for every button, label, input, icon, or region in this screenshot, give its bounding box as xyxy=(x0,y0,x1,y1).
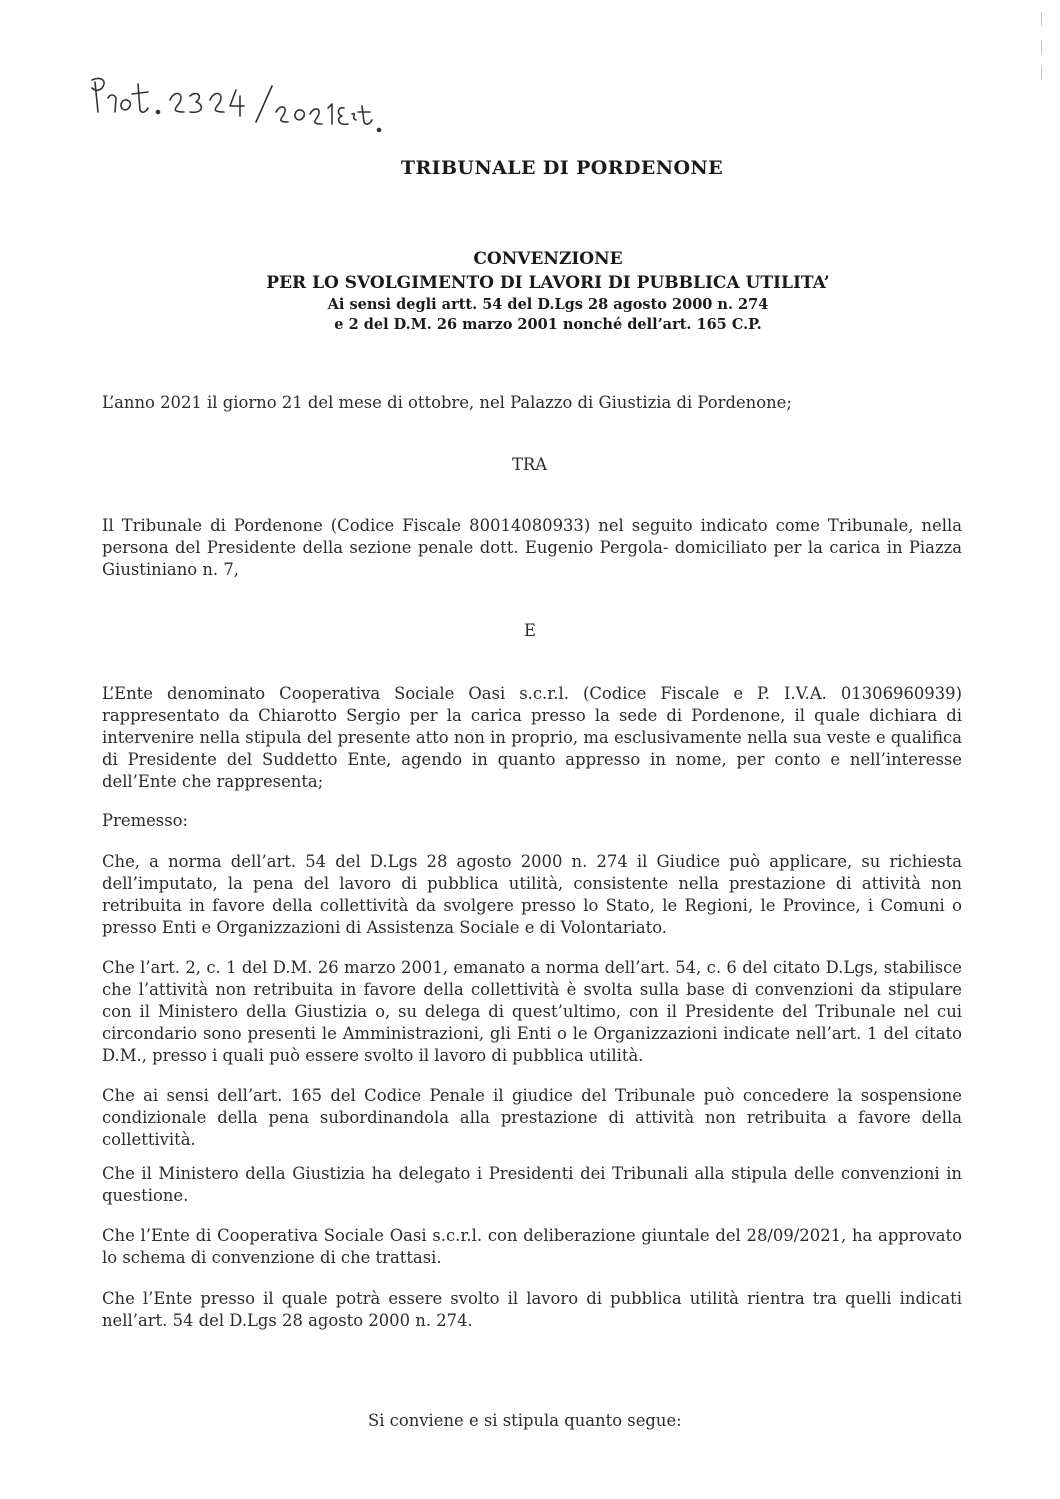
scan-edge-mark xyxy=(1041,66,1042,80)
closing-line: Si conviene e si stipula quanto segue: xyxy=(368,1411,682,1430)
scan-edge-mark xyxy=(1041,40,1042,54)
scan-edge-mark xyxy=(1041,12,1042,26)
premise-paragraph: Che ai sensi dell’art. 165 del Codice Penale il giudice del Tribunale può concedere la sospensione condizionale della pena subordinandola alla prestazione di attività non retribuita a favore della collettività. xyxy=(102,1086,962,1149)
handwritten-signature-drawing xyxy=(86,72,386,142)
premise-paragraph: Che l’Ente presso il quale potrà essere svolto il lavoro di pubblica utilità rientra tra quelli indicati nell’art. 54 del D.Lgs 28 agosto 2000 n. 274. xyxy=(102,1289,962,1330)
premise-paragraph: Che il Ministero della Giustizia ha delegato i Presidenti dei Tribunali alla stipula delle convenzioni in questione. xyxy=(102,1164,962,1205)
heading-line: e 2 del D.M. 26 marzo 2001 nonché dell’art. 165 C.P. xyxy=(334,316,762,333)
handwritten-protocol-note xyxy=(86,72,386,142)
e-label: E xyxy=(524,621,536,640)
party-one-paragraph: Il Tribunale di Pordenone (Codice Fiscale 80014080933) nel seguito indicato come Tribunale, nella persona del Presidente della sezione penale dott. Eugenio Pergola- domiciliato per la carica in Piazza Giustiniano n. 7, xyxy=(102,516,962,579)
heading-line: Ai sensi degli artt. 54 del D.Lgs 28 agosto 2000 n. 274 xyxy=(327,296,769,313)
party-two-paragraph: L’Ente denominato Cooperativa Sociale Oasi s.c.r.l. (Codice Fiscale e P. I.V.A. 01306960939) rappresentato da Chiarotto Sergio per la carica presso la sede di Pordenone, il quale dichiara di intervenire nella stipula del presente atto non in proprio, ma esclusivamente nella sua veste e qualifica di Presidente del Suddetto Ente, agendo in quanto appresso in nome, per conto e nell’interesse dell’Ente che rappresenta; xyxy=(102,684,962,791)
court-title: TRIBUNALE DI PORDENONE xyxy=(400,157,724,179)
premesso-label: Premesso: xyxy=(102,811,189,830)
convention-heading xyxy=(0,247,1060,335)
premise-paragraph: Che, a norma dell’art. 54 del D.Lgs 28 agosto 2000 n. 274 il Giudice può applicare, su richiesta dell’imputato, la pena del lavoro di pubblica utilità, consistente nella prestazione di attività non retribuita in favore della collettività da svolgere presso lo Stato, le Regioni, le Province, i Comuni o presso Enti e Organizzazioni di Assistenza Sociale e di Volontariato. xyxy=(102,852,962,937)
premise-paragraph: Che l’Ente di Cooperativa Sociale Oasi s.c.r.l. con deliberazione giuntale del 28/09/2021, ha approvato lo schema di convenzione di che trattasi. xyxy=(102,1226,962,1267)
premise-paragraph: Che l’art. 2, c. 1 del D.M. 26 marzo 2001, emanato a norma dell’art. 54, c. 6 del citato D.Lgs, stabilisce che l’attività non retribuita in favore della collettività è svolta sulla base di convenzioni da stipulare con il Ministero della Giustizia o, su delega di quest’ultimo, con il Presidente del Tribunale nel cui circondario sono presenti le Amministrazioni, gli Enti o le Organizzazioni indicate nell’art. 1 del citato D.M., presso i quali può essere svolto il lavoro di pubblica utilità. xyxy=(102,958,962,1065)
tra-label: TRA xyxy=(512,455,548,474)
heading-line: PER LO SVOLGIMENTO DI LAVORI DI PUBBLICA UTILITA’ xyxy=(266,273,830,293)
heading-line: CONVENZIONE xyxy=(473,249,623,269)
intro-paragraph: L’anno 2021 il giorno 21 del mese di ottobre, nel Palazzo di Giustizia di Pordenone; xyxy=(102,393,792,412)
